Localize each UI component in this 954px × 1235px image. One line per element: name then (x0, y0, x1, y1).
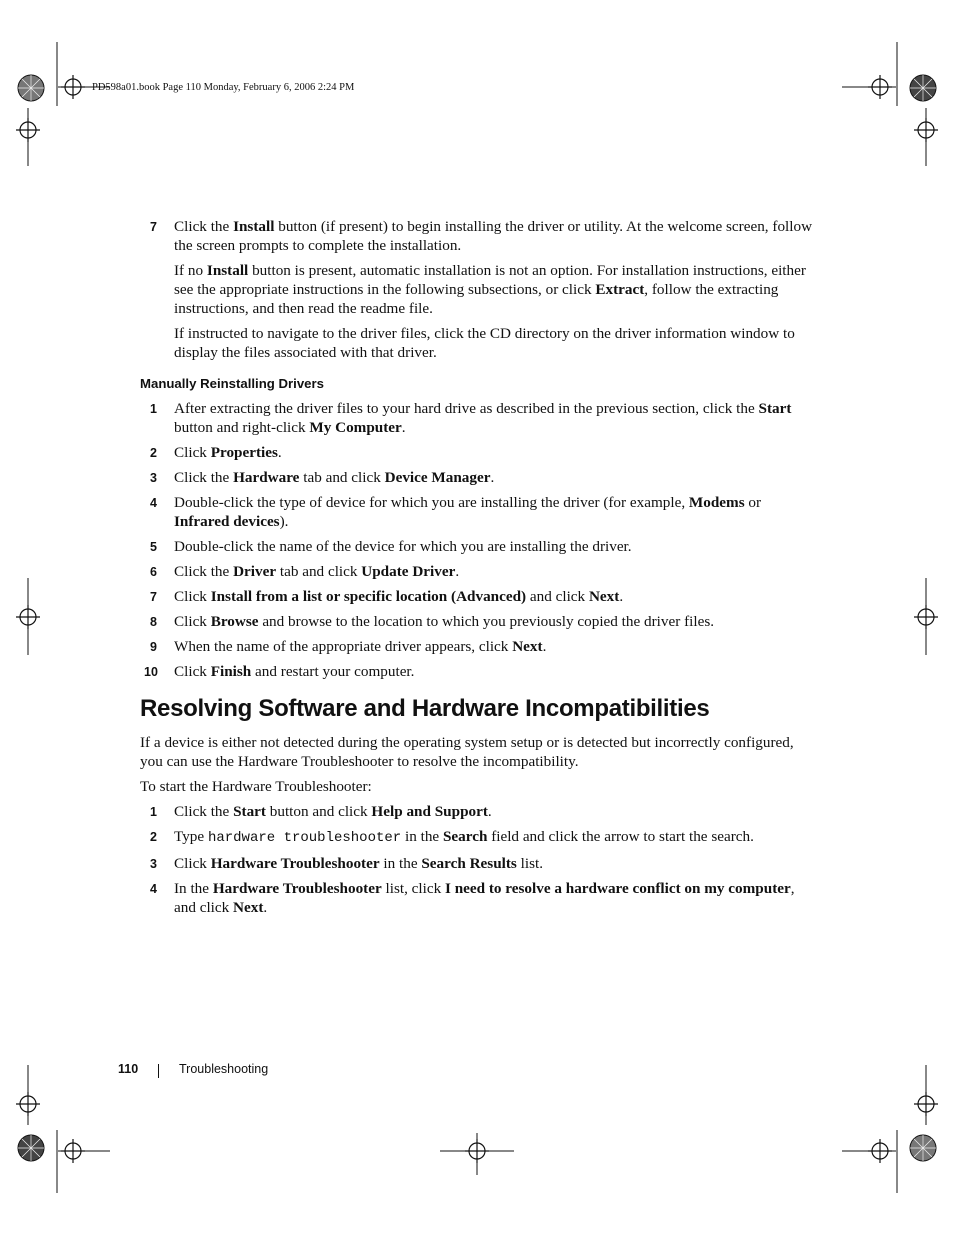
step-text: and restart your computer. (251, 663, 415, 680)
ui-term: Driver (233, 563, 277, 580)
ui-term: Hardware Troubleshooter (210, 855, 380, 872)
step-number: 2 (150, 446, 157, 460)
ui-term: Search Results (421, 855, 517, 872)
ui-term: Finish (210, 663, 252, 680)
list-item (140, 637, 820, 656)
step-7-navigate-note: If instructed to navigate to the driver files, click the CD directory on the driver information window to display the files associated with that driver. (174, 325, 795, 361)
step-number: 7 (150, 590, 157, 604)
list-item (140, 443, 820, 462)
step-text: Double-click the type of device for which you are installing the driver (for example, (174, 494, 689, 511)
ui-term: Extract (595, 281, 645, 298)
ui-term: Help and Support (371, 803, 488, 820)
step-text: . (487, 803, 492, 820)
ui-term: Update Driver (361, 563, 456, 580)
step-text: After extracting the driver files to your hard drive as described in the previous section, click the (174, 400, 759, 417)
ui-term: Start (233, 803, 266, 820)
step-number: 6 (150, 565, 157, 579)
step-text: Click (174, 588, 211, 605)
step-text: list. (516, 855, 544, 872)
step-text: or (744, 494, 762, 511)
step-text: in the (379, 855, 422, 872)
step-text: and browse to the location to which you previously copied the driver files. (258, 613, 715, 630)
step-text: . (619, 588, 624, 605)
ui-term: Start (758, 400, 792, 417)
step-number: 1 (150, 402, 157, 416)
step-text: In the (174, 880, 213, 897)
step-number: 4 (150, 496, 157, 510)
list-item (140, 827, 820, 848)
ui-term: Hardware (233, 469, 300, 486)
step-text: . (490, 469, 495, 486)
ui-term: Install from a list or specific location (Advanced) (210, 588, 527, 605)
list-item (140, 879, 820, 917)
ui-term: Browse (210, 613, 259, 630)
step-number: 4 (150, 882, 157, 896)
section-heading: Resolving Software and Hardware Incompatibilities (140, 695, 710, 722)
step-text: list, click (381, 880, 445, 897)
ui-term: Search (442, 828, 488, 845)
list-item (140, 587, 820, 606)
step-number: 3 (150, 471, 157, 485)
page-footer (118, 1062, 269, 1076)
list-item (140, 468, 820, 487)
step-text: Click (174, 855, 211, 872)
step-text: ). (279, 513, 289, 530)
print-slug: PD598a01.book Page 110 Monday, February 6, 2006 2:24 PM (92, 82, 355, 93)
step-number: 10 (144, 665, 158, 679)
step-text: , and click (174, 880, 795, 916)
step-text: . (277, 444, 282, 461)
page-content (140, 217, 820, 923)
step-text: tab and click (299, 469, 385, 486)
step-text: Click (174, 663, 211, 680)
step-text: field and click the arrow to start the search. (487, 828, 754, 845)
step-number: 2 (150, 830, 157, 844)
step-text: Click (174, 613, 211, 630)
step-text: . (542, 638, 547, 655)
step-7-note: If no Install button is present, automatic installation is not an option. For installation instructions, either see the appropriate instructions in the following subsections, or click Extract, follow the extracting instructions, and then read the readme file. (174, 262, 806, 317)
step-text: . (401, 419, 406, 436)
step-text: in the (401, 828, 443, 845)
step-text: . (455, 563, 460, 580)
manual-reinstall-heading: Manually Reinstalling Drivers (140, 376, 324, 391)
step-7-install: 7 Click the Install button (if present) to begin installing the driver or utility. At the welcome screen, follow the screen prompts to complete the installation. (150, 218, 813, 254)
step-number: 5 (150, 540, 157, 554)
list-item (140, 493, 820, 531)
ui-term: Device Manager (384, 469, 491, 486)
step-text: Click the (174, 469, 234, 486)
step-number: 9 (150, 640, 157, 654)
ui-term: Hardware Troubleshooter (212, 880, 382, 897)
step-text: Click the (174, 803, 234, 820)
section-start-text: To start the Hardware Troubleshooter: (140, 778, 372, 795)
ui-term: Install (206, 262, 249, 279)
step-text: When the name of the appropriate driver appears, click (174, 638, 513, 655)
list-item (140, 537, 820, 556)
troubleshooter-steps (140, 802, 820, 917)
section-intro: If a device is either not detected during the operating system setup or is detected but incorrectly configured, you can use the Hardware Troubleshooter to resolve the incompatibility. (140, 734, 794, 770)
list-item (140, 399, 820, 437)
ui-term: Next (233, 899, 264, 916)
step-text: Double-click the name of the device for which you are installing the driver. (174, 538, 632, 555)
manual-reinstall-steps (140, 399, 820, 681)
list-item (140, 662, 820, 681)
ui-term: Next (512, 638, 543, 655)
ui-term: Install (233, 218, 275, 235)
list-item (140, 562, 820, 581)
ui-term: Infrared devices (174, 513, 280, 530)
step-text: button and right-click (174, 419, 310, 436)
step-text: Click (174, 444, 211, 461)
footer-section-title: Troubleshooting (179, 1062, 269, 1076)
step-number: 8 (150, 615, 157, 629)
list-item (140, 802, 820, 821)
step-text: . (263, 899, 268, 916)
step-number: 3 (150, 857, 157, 871)
step-text: tab and click (276, 563, 362, 580)
ui-term: I need to resolve a hardware conflict on my computer (444, 880, 791, 897)
ui-term: Properties (210, 444, 278, 461)
step-text: button and click (265, 803, 372, 820)
step-number: 7 (150, 220, 157, 234)
step-text: Type (174, 828, 208, 845)
step-text: Click the (174, 563, 234, 580)
list-item (140, 854, 820, 873)
page-number: 110 (118, 1062, 139, 1076)
ui-term: Next (588, 588, 620, 605)
typed-text: hardware troubleshooter (207, 830, 402, 846)
footer-divider (158, 1064, 159, 1078)
list-item (140, 612, 820, 631)
step-number: 1 (150, 805, 157, 819)
ui-term: My Computer (309, 419, 402, 436)
step-text: and click (526, 588, 589, 605)
ui-term: Modems (688, 494, 745, 511)
